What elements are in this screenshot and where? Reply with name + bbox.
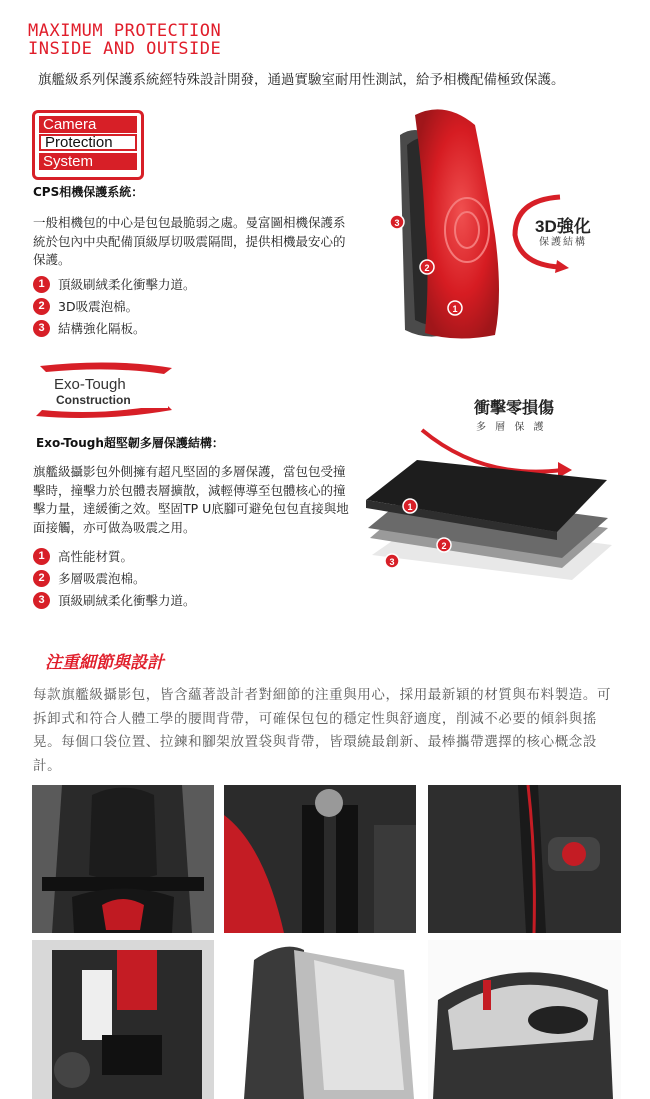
intro-text: 旗艦級系列保護系統經特殊設計開發，通過實驗室耐用性測試，給予相機配備極致保護。 [38,72,565,88]
list-item [33,589,196,611]
number-badge: 1 [33,276,50,293]
list-item [33,317,196,339]
list-item [33,273,196,295]
exo-logo-line1: Exo-Tough [54,376,126,393]
cps-logo [32,110,144,180]
list-item [33,545,196,567]
number-badge: 2 [33,570,50,587]
zipper-pocket-photo [428,785,621,933]
cps-title: CPS相機保護系統： [33,185,144,199]
bullet-text: 3D吸震泡棉。 [58,299,139,314]
marker-3: 3 [389,557,395,567]
cps-logo-line3: System [39,153,137,170]
exo-title: Exo-Tough超堅韌多層保護結構： [36,436,224,450]
top-compartment-photo [428,940,621,1099]
bullet-text: 頂級刷絨柔化衝擊力道。 [58,277,196,292]
camera-compartment-photo [32,940,214,1099]
number-badge: 2 [33,298,50,315]
bullet-text: 結構強化隔板。 [58,321,146,336]
bullet-text: 多層吸震泡棉。 [58,571,146,586]
backpack-harness-photo [32,785,214,933]
number-badge: 3 [33,592,50,609]
marker-2: 2 [424,263,430,273]
marker-1: 1 [452,304,458,314]
headline-line1: MAXIMUM PROTECTION [28,21,222,41]
bullet-text: 高性能材質。 [58,549,134,564]
cps-bullet-list [33,273,196,339]
headline-line2: INSIDE AND OUTSIDE [28,39,222,59]
rain-cover-photo [234,940,417,1099]
exo-tough-logo [32,360,178,422]
exo-description: 旗艦級攝影包外側擁有超凡堅固的多層保護，當包包受撞擊時，撞擊力於包體表層擴散，減輕傳導至包體核心的撞擊力量，達緩衝之效。堅固TP U底腳可避免包包直接與地面接觸，亦可做為吸震之用。 [33,464,349,535]
number-badge: 1 [33,548,50,565]
bullet-text: 頂級刷絨柔化衝擊力道。 [58,593,196,608]
cps-divider-illustration [385,105,625,350]
details-heading: 注重細節與設計 [45,653,164,673]
cps-figure-label: 3D強化 [535,217,591,236]
list-item [33,567,196,589]
exo-figure-label: 衝擊零損傷 [474,398,555,417]
cps-description: 一般相機包的中心是包包最脆弱之處。曼富圖相機保護系統於包內中央配備頂級厚切吸震隔間，提供相機最安心的保護。 [33,215,346,267]
details-body: 每款旗艦級攝影包，皆含蘊著設計者對細節的注重與用心，採用最新穎的材質與布料製造。可拆卸式和符合人體工學的腰間背帶，可確保包包的穩定性與舒適度，削減不必要的傾斜與搖晃。每個口袋位置、拉鍊和腳架放置袋與背帶，皆環繞最創新、最棒攜帶選擇的核心概念設計。 [33,687,612,774]
marker-3: 3 [394,218,400,228]
exo-layers-illustration [362,390,632,590]
cps-figure-sublabel: 保護結構 [539,237,587,248]
cps-logo-line2: Protection [39,134,137,151]
cps-logo-line1: Camera [39,116,137,133]
exo-logo-line2: Construction [56,393,131,407]
exo-figure-sublabel: 多 層 保 護 [476,422,547,433]
marker-1: 1 [407,502,413,512]
exo-bullet-list [33,545,196,611]
shoulder-strap-photo [224,785,416,933]
marker-2: 2 [441,541,447,551]
list-item [33,295,196,317]
number-badge: 3 [33,320,50,337]
